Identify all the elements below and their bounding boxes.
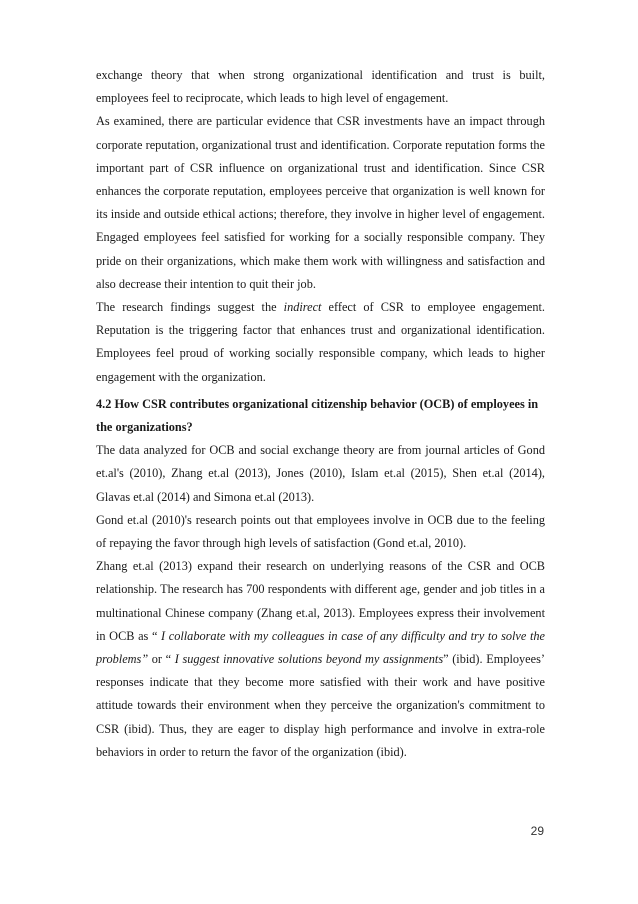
- text-run: or “: [148, 652, 175, 667]
- paragraph: [96, 64, 545, 110]
- paragraph: [96, 110, 545, 296]
- italic-text: I suggest innovative solutions beyond my assignments: [174, 652, 444, 667]
- italic-text: indirect: [283, 300, 322, 315]
- page-number: 29: [530, 824, 544, 838]
- paragraph: [96, 296, 545, 389]
- paragraph: [96, 439, 545, 509]
- text-run: effect of CSR to employee engagement. Reputation is the triggering factor that enhances trust and organizational identification. Employees feel proud of working socially responsible company, which leads to higher engagement with the organization.: [96, 300, 545, 384]
- text-run: exchange theory that when strong organizational identification and trust is built, employees feel to reciprocate, which leads to high level of engagement.: [96, 68, 545, 106]
- body-text-bottom: [96, 439, 545, 764]
- paragraph: [96, 509, 545, 555]
- italic-text: I collaborate with my colleagues in case of any difficulty and try to solve the problems”: [96, 628, 545, 667]
- text-run: Gond et.al (2010)'s research points out that employees involve in OCB due to the feeling of repaying the favor through high levels of satisfaction (Gond et.al, 2010).: [96, 512, 545, 551]
- text-run: As examined, there are particular evidence that CSR investments have an impact through corporate reputation, organizational trust and identification. Corporate reputation forms the important part of CSR influence on organizational trust and identification. Since CSR enhances the corporate reputation, employees perceive that organization is well known for its inside and outside ethical actions; therefore, they involve in higher level of engagement. Engaged employees feel satisfied for working for a socially responsible company. They pride on their organizations, which make them work with willingness and satisfaction and also decrease their intention to quit their job.: [96, 114, 545, 291]
- paragraph: [96, 555, 545, 764]
- section-heading: 4.2 How CSR contributes organizational citizenship behavior (OCB) of employees in the organizations?: [96, 396, 539, 435]
- text-run: ” (ibid). Employees’ responses indicate that they become more satisfied with their work and have positive attitude towards their environment when they perceive the organization's commitment to CSR (ibid). Thus, they are eager to display high performance and involve in extra-role behaviors in order to return the favor of the organization (ibid).: [96, 652, 545, 759]
- body-text-top: [96, 64, 545, 389]
- document-page: [96, 64, 545, 764]
- text-run: The data analyzed for OCB and social exchange theory are from journal articles of Gond et.al's (2010), Zhang et.al (2013), Jones (2010), Islam et.al (2015), Shen et.al (2014), Glavas et.al (2014) and Simona et.al (2013).: [96, 443, 545, 504]
- text-run: Zhang et.al (2013) expand their research on underlying reasons of the CSR and OCB relationship. The research has 700 respondents with different age, gender and job titles in a multinational Chinese company (Zhang et.al, 2013). Employees express their involvement in OCB as “: [96, 559, 545, 643]
- text-run: The research findings suggest the: [96, 300, 284, 315]
